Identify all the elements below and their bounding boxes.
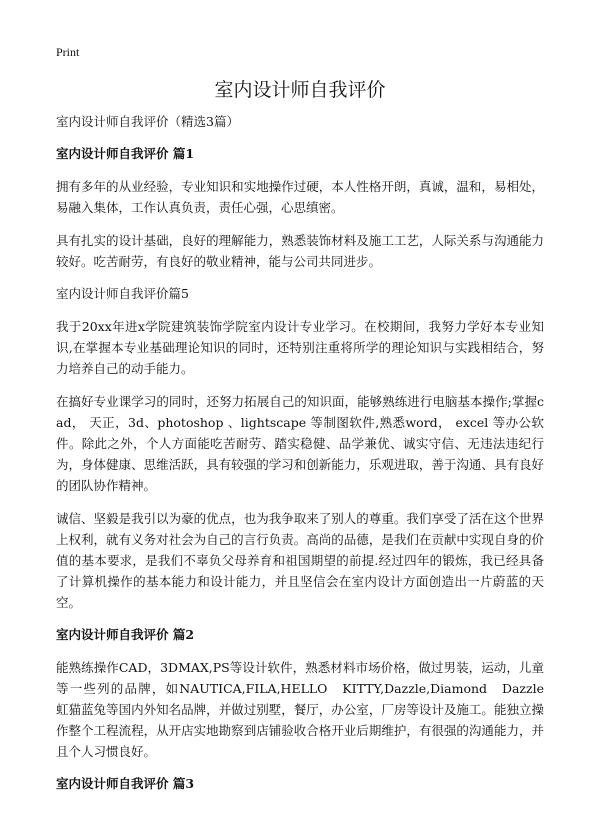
print-label[interactable]: Print <box>56 45 80 59</box>
paragraph: 在搞好专业课学习的同时，还努力拓展自己的知识面，能够熟练进行电脑基本操作;掌握cad， 天正，3d、photoshop 、lightscape 等制图软件,熟悉word， excel 等办公软件。除此之外，个人方面能吃苦耐劳、踏实稳健、品学兼优、诚实守信、无违法违纪行为，身体健康、思维活跃，具有较强的学习和创新能力，乐观进取，善于沟通、具有良好的团队协作精神。 <box>56 394 544 493</box>
paragraph: 具有扎实的设计基础，良好的理解能力，熟悉装饰材料及施工工艺，人际关系与沟通能力较好。吃苦耐劳，有良好的敬业精神，能与公司共同进步。 <box>56 233 544 269</box>
document-subtitle: 室内设计师自我评价（精选3篇） <box>56 114 239 129</box>
section-heading: 室内设计师自我评价 篇3 <box>56 776 195 791</box>
paragraph: 诚信、坚毅是我引以为豪的优点，也为我争取来了别人的尊重。我们享受了活在这个世界上权利，就有义务对社会为自己的言行负责。高尚的品德，是我们在贡献中实现自身的价值的基本要求，是我们不辜负父母养育和祖国期望的前提.经过四年的锻炼，我已经具备了计算机操作的基本能力和设计能力，并且坚信会在室内设计方面创造出一片蔚蓝的天空。 <box>56 511 544 610</box>
section-heading: 室内设计师自我评价 篇2 <box>56 627 195 642</box>
paragraph: 我于20xx年进x学院建筑装饰学院室内设计专业学习。在校期间，我努力学好本专业知识,在掌握本专业基础理论知识的同时，还特别注重将所学的理论知识与实践相结合，努力培养自己的动手能力。 <box>56 319 544 376</box>
document-title: 室内设计师自我评价 <box>214 79 386 101</box>
section-heading: 室内设计师自我评价篇5 <box>56 286 189 301</box>
paragraph: 能熟练操作CAD，3DMAX,PS等设计软件，熟悉材料市场价格，做过男装，运动，儿童等一些列的品牌，如NAUTICA,FILA,HELLO KITTY,Dazzle,Diamond Dazzle 虹猫蓝兔等国内外知名品牌，并做过别墅，餐厅，办公室，厂房等设计及施工。能独立操作整个工程流程，从开店实地勘察到店铺验收合格开业后期维护，有很强的沟通能力，并且个人习惯良好。 <box>56 660 544 759</box>
section-heading: 室内设计师自我评价 篇1 <box>56 146 195 161</box>
paragraph: 拥有多年的从业经验，专业知识和实地操作过硬，本人性格开朗，真诚，温和，易相处，易融入集体，工作认真负责，责任心强，心思缜密。 <box>56 179 544 215</box>
